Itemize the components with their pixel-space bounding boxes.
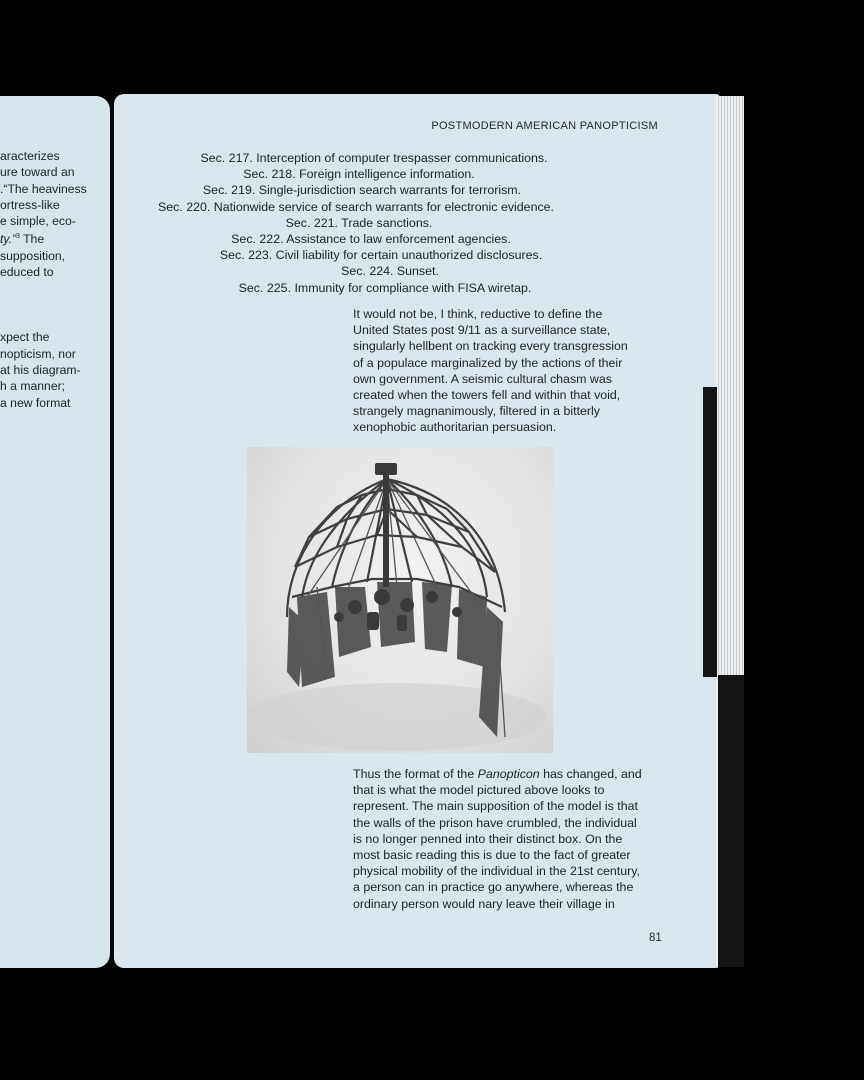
left-page [0,96,110,968]
edge-marker [703,387,717,677]
left-line: nopticism, nor [0,346,76,361]
left-line: .“The heaviness [0,181,87,196]
paragraph-line: strangely magnanimously, filtered in a bitterly [353,404,601,419]
paragraph-line: United States post 9/11 as a surveillance state, [353,323,611,338]
paragraph-line: created when the towers fell and within that void, [353,388,621,403]
section-line: Sec. 219. Single-jurisdiction search warrants for terrorism. [202,183,522,198]
paragraph-line: singularly hellbent on tracking every transgression [353,339,628,354]
paragraph-line: represent. The main supposition of the model is that [353,799,638,814]
section-list [134,150,566,296]
section-line: Sec. 218. Foreign intelligence information. [243,167,475,182]
section-line: Sec. 224. Sunset. [341,264,439,279]
left-line-tail: The [19,232,45,247]
paragraph-line: that is what the model pictured above looks to [353,783,605,798]
running-head: POSTMODERN AMERICAN PANOPTICISM [431,120,658,132]
paragraph-line: of a populace marginalized by the actions of their [353,355,623,370]
section-line: Sec. 222. Assistance to law enforcement agencies. [231,232,511,247]
right-page [114,94,720,968]
paragraph-line: xenophobic authoritarian persuasion. [353,420,557,435]
paragraph-panopticon-format [353,766,663,912]
edge-marker-lower [718,675,744,967]
paragraph-line: own government. A seismic cultural chasm was [353,371,612,386]
section-line: Sec. 221. Trade sanctions. [285,215,433,230]
paragraph-line: a person can in practice go anywhere, whereas the [353,880,634,895]
left-line: aracterizes [0,149,60,163]
left-line-italic: ty.” [0,232,17,247]
left-line: e simple, eco- [0,214,76,229]
left-line-footnote [0,229,90,247]
panopticon-italic: Panopticon [477,767,540,781]
paragraph-line: It would not be, I think, reductive to define the [353,307,603,321]
left-page-text [0,148,90,411]
section-line: Sec. 223. Civil liability for certain unauthorized disclosures. [219,248,543,263]
dome-model-illustration [247,447,553,753]
paragraph-surveillance-state [353,306,663,436]
paragraph-line: is no longer penned into their distinct box. On the [353,831,623,846]
paragraph-line: the walls of the prison have crumbled, the individual [353,815,637,830]
paragraph-line: most basic reading this is due to the fact of greater [353,848,631,863]
panopticon-model-photo [247,447,553,753]
section-line: Sec. 220. Nationwide service of search warrants for electronic evidence. [157,199,554,214]
text-run: has changed, and [539,767,642,781]
paragraph-line: ordinary person would nary leave their village in [353,896,615,911]
left-line: h a manner; [0,379,66,394]
text-run: Thus the format of the [353,767,478,781]
left-line: supposition, [0,248,66,263]
left-line: ure toward an [0,165,75,180]
section-line: Sec. 217. Interception of computer trespasser communications. [200,151,548,165]
left-line: educed to [0,265,54,280]
paragraph-line [353,766,663,782]
paragraph-line: physical mobility of the individual in the 21st century, [353,864,640,879]
left-line: a new format [0,395,71,410]
left-line: xpect the [0,330,50,345]
left-line: ortress-like [0,197,60,212]
section-line: Sec. 225. Immunity for compliance with FISA wiretap. [238,280,532,295]
footnote-marker: 3 [16,233,20,241]
left-line: at his diagram- [0,363,81,378]
page-number: 81 [649,932,662,944]
